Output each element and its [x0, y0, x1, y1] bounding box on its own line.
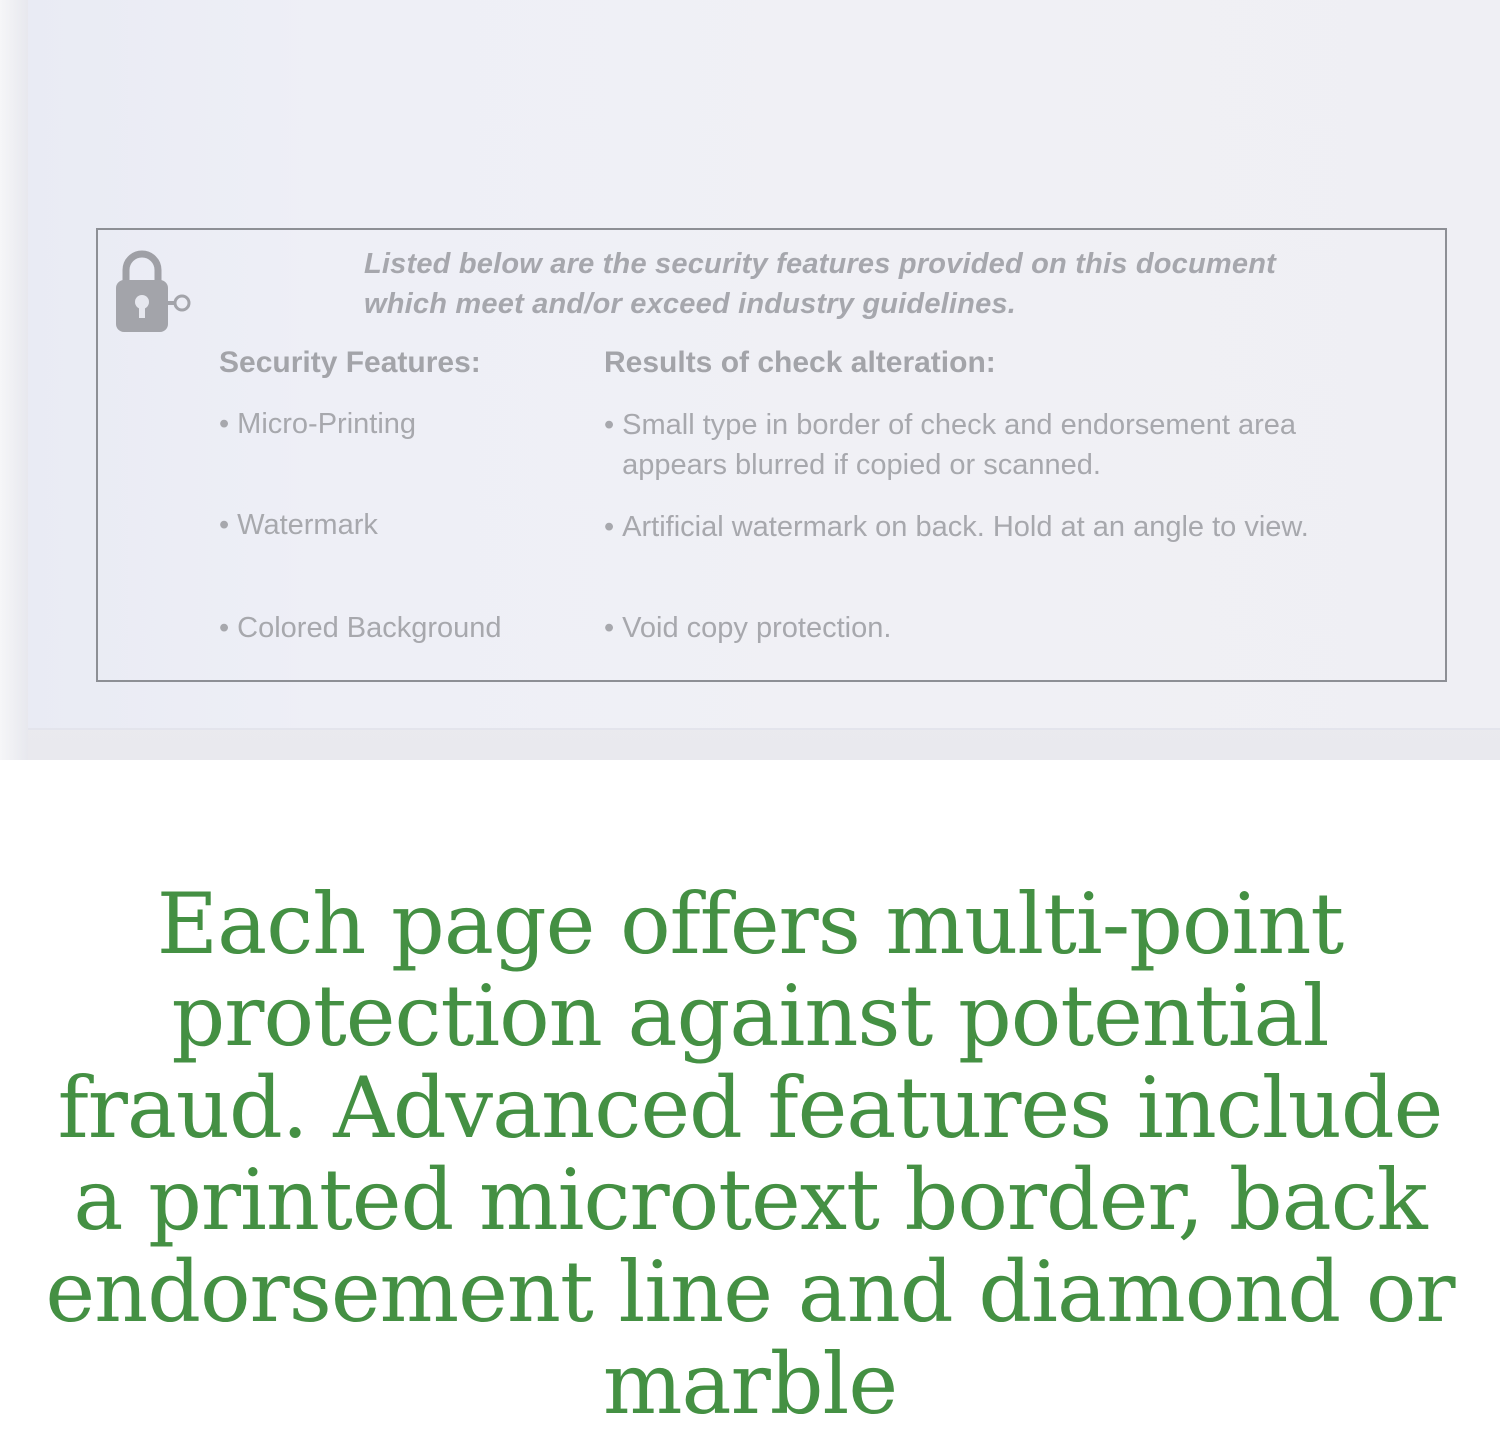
result-item: • Small type in border of check and endorsement area appears blurred if copied or scanned.: [604, 409, 1296, 481]
feature-item: • Micro-Printing: [219, 408, 417, 440]
check-edge: [0, 0, 28, 760]
alteration-results-heading: Results of check alteration:: [604, 346, 996, 379]
feature-item: • Colored Background: [219, 612, 502, 644]
product-caption: Each page offers multi-point protection against potential fraud. Advanced features include a printed microtext border, back endorsement line and diamond or marble: [45, 875, 1455, 1433]
security-header-line-1: Listed below are the security features provided on this document: [364, 248, 1276, 280]
result-item: • Artificial watermark on back. Hold at an angle to view.: [604, 511, 1309, 543]
feature-item: • Watermark: [219, 509, 378, 541]
security-features-heading: Security Features:: [219, 346, 481, 379]
security-header-line-2: which meet and/or exceed industry guidelines.: [364, 288, 1016, 320]
result-item: • Void copy protection.: [604, 612, 892, 644]
